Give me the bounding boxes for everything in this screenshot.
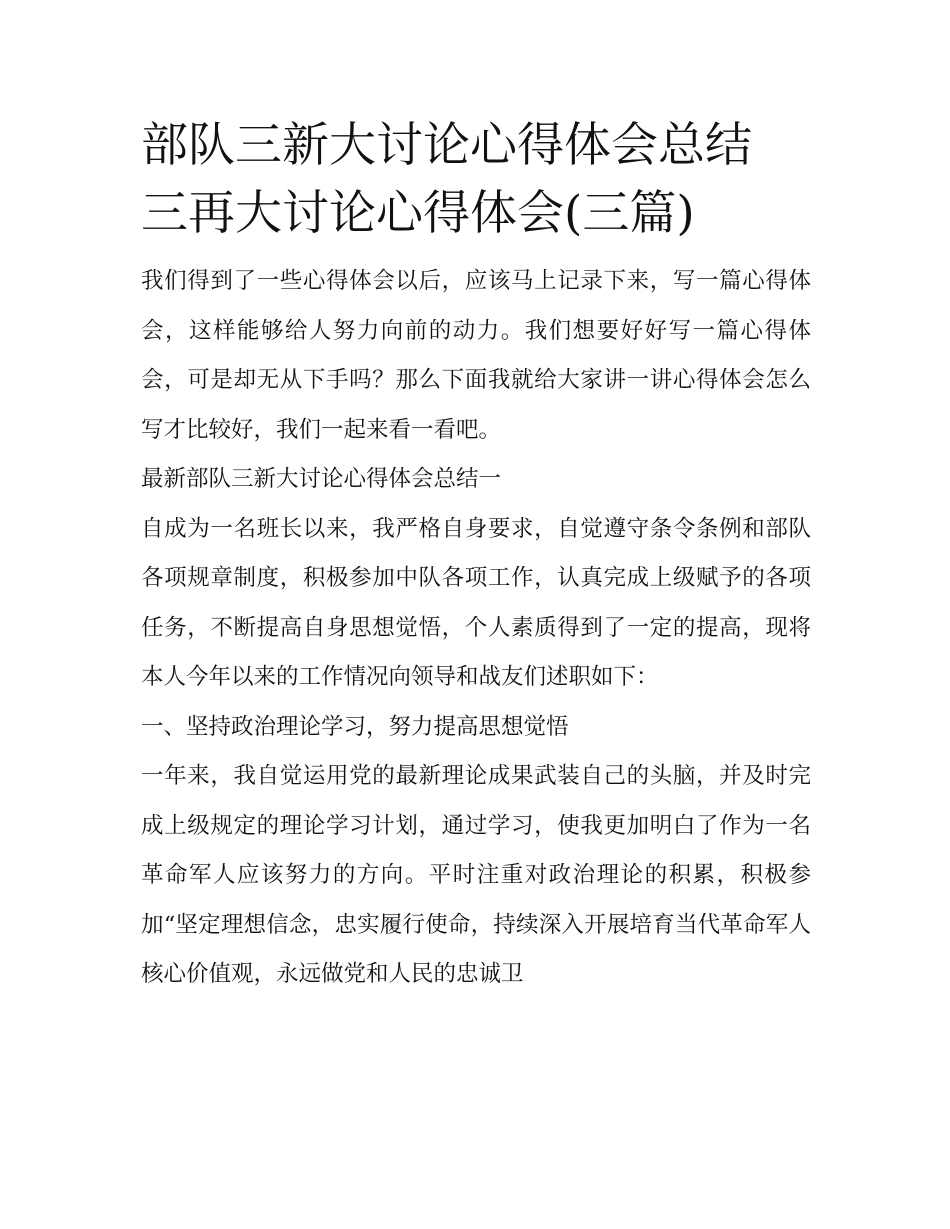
document-body (141, 257, 811, 1000)
body-paragraph-2: 一年来，我自觉运用党的最新理论成果武装自己的头脑，并及时完成上级规定的理论学习计划，通过学习，使我更加明白了作为一名革命军人应该努力的方向。平时注重对政治理论的积累，积极参加“坚定理想信念，忠实履行使命，持续深入开展培育当代革命军人核心价值观，永远做党和人民的忠诚卫 (141, 763, 811, 987)
title-line-2: 三再大讨论心得体会(三篇) (141, 186, 695, 241)
document-content (141, 112, 811, 1000)
intro-paragraph: 我们得到了一些心得体会以后，应该马上记录下来，写一篇心得体会，这样能够给人努力向前的动力。我们想要好好写一篇心得体会，可是却无从下手吗？那么下面我就给大家讲一讲心得体会怎么写才比较好，我们一起来看一看吧。 (141, 268, 811, 443)
section-heading-article-1: 最新部队三新大讨论心得体会总结一 (141, 466, 502, 492)
title-line-1: 部队三新大讨论心得体会总结 (141, 118, 752, 173)
document-title (141, 112, 811, 248)
section-heading-1: 一、坚持政治理论学习，努力提高思想觉悟 (141, 713, 569, 740)
body-paragraph-1: 自成为一名班长以来，我严格自身要求，自觉遵守条令条例和部队各项规章制度，积极参加中队各项工作，认真完成上级赋予的各项任务，不断提高自身思想觉悟，个人素质得到了一定的提高，现将本人今年以来的工作情况向领导和战友们述职如下： (141, 515, 811, 690)
